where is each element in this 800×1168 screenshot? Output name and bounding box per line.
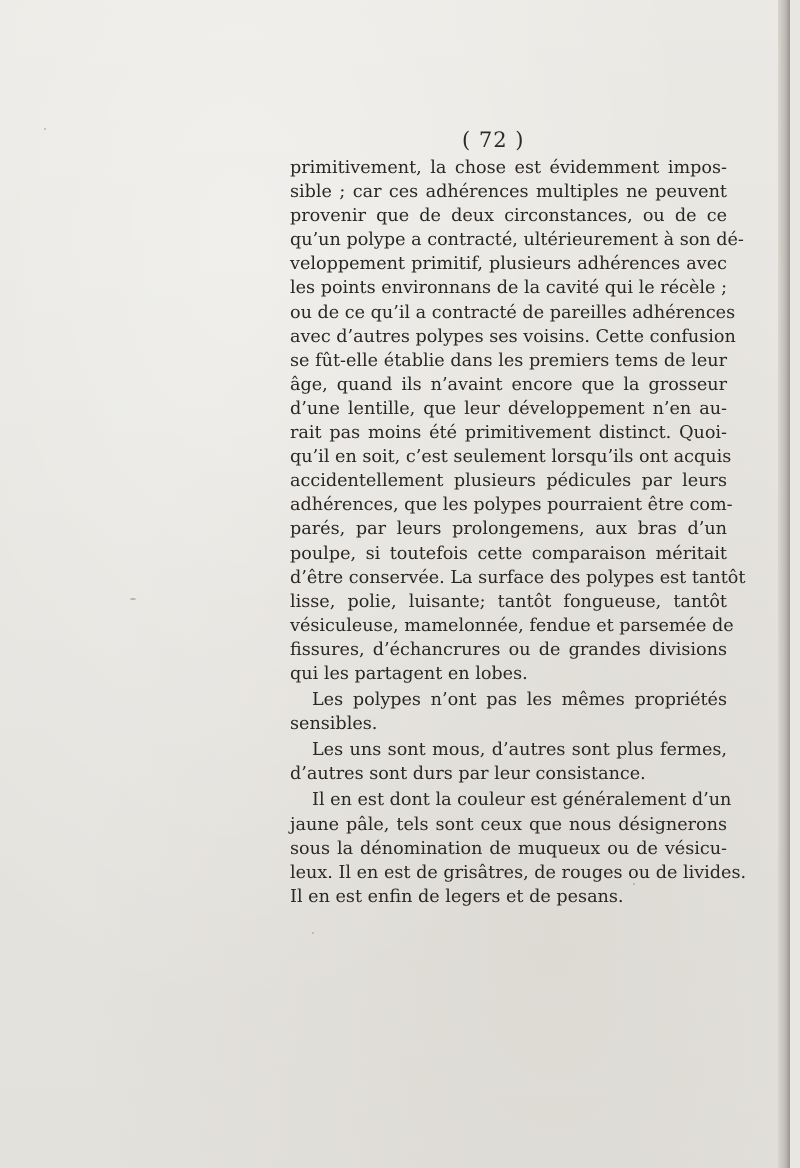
paper-speck [633,883,635,885]
text-line: jaune pâle, tels sont ceux que nous désignerons [290,814,727,835]
text-line: vésiculeuse, mamelonnée, fendue et parsemée de [290,615,734,636]
text-line: Il en est enfin de legers et de pesans. [290,886,624,907]
text-line: sensibles. [290,714,378,735]
text-line: d’être conservée. La surface des polypes est tantôt [290,567,746,588]
text-line: d’une lentille, que leur développement n’en au- [290,398,727,419]
text-line: d’autres sont durs par leur consistance. [290,764,646,785]
text-line: lisse, polie, luisante; tantôt fongueuse, tantôt [290,591,727,612]
text-line: qu’il en soit, c’est seulement lorsqu’ils ont acquis [290,447,732,468]
text-line: poulpe, si toutefois cette comparaison méritait [290,543,727,564]
text-line: Il en est dont la couleur est généralement d’un [312,790,732,811]
text-line: veloppement primitif, plusieurs adhérences avec [290,254,727,275]
text-line: sous la dénomination de muqueux ou de vésicu- [290,838,727,859]
text-line: se fût-elle établie dans les premiers tems de leur [290,350,727,371]
text-line: qui les partagent en lobes. [290,663,528,684]
text-line: parés, par leurs prolongemens, aux bras d’un [290,519,727,540]
text-line: fissures, d’échancrures ou de grandes divisions [290,639,727,660]
text-line: les points environnans de la cavité qui le récèle ; [290,278,727,299]
text-line: ou de ce qu’il a contracté de pareilles adhérences [290,302,736,323]
text-line: âge, quand ils n’avaint encore que la grosseur [290,374,727,395]
paper-speck [44,128,46,130]
text-line: leux. Il en est de grisâtres, de rouges ou de livides. [290,862,747,883]
page-edge [778,0,790,1168]
text-line: rait pas moins été primitivement distinct. Quoi- [290,423,727,444]
text-line: Les uns sont mous, d’autres sont plus fermes, [312,740,727,761]
text-line: primitivement, la chose est évidemment impos- [290,158,727,178]
text-line: provenir que de deux circonstances, ou de ce [290,206,727,227]
paper-speck [130,598,136,600]
text-line: adhérences, que les polypes pourraient être com- [290,495,733,516]
text-line: avec d’autres polypes ses voisins. Cette confusion [290,326,736,347]
page-number: ( 72 ) [462,128,525,152]
body-text [290,156,747,909]
text-line: qu’un polype a contracté, ultérieurement à son dé- [290,230,744,251]
text-line: accidentellement plusieurs pédicules par leurs [290,471,727,492]
paper-speck [312,932,314,934]
text-line: Les polypes n’ont pas les mêmes propriétés [312,690,727,711]
text-line: sible ; car ces adhérences multiples ne peuvent [290,182,727,203]
